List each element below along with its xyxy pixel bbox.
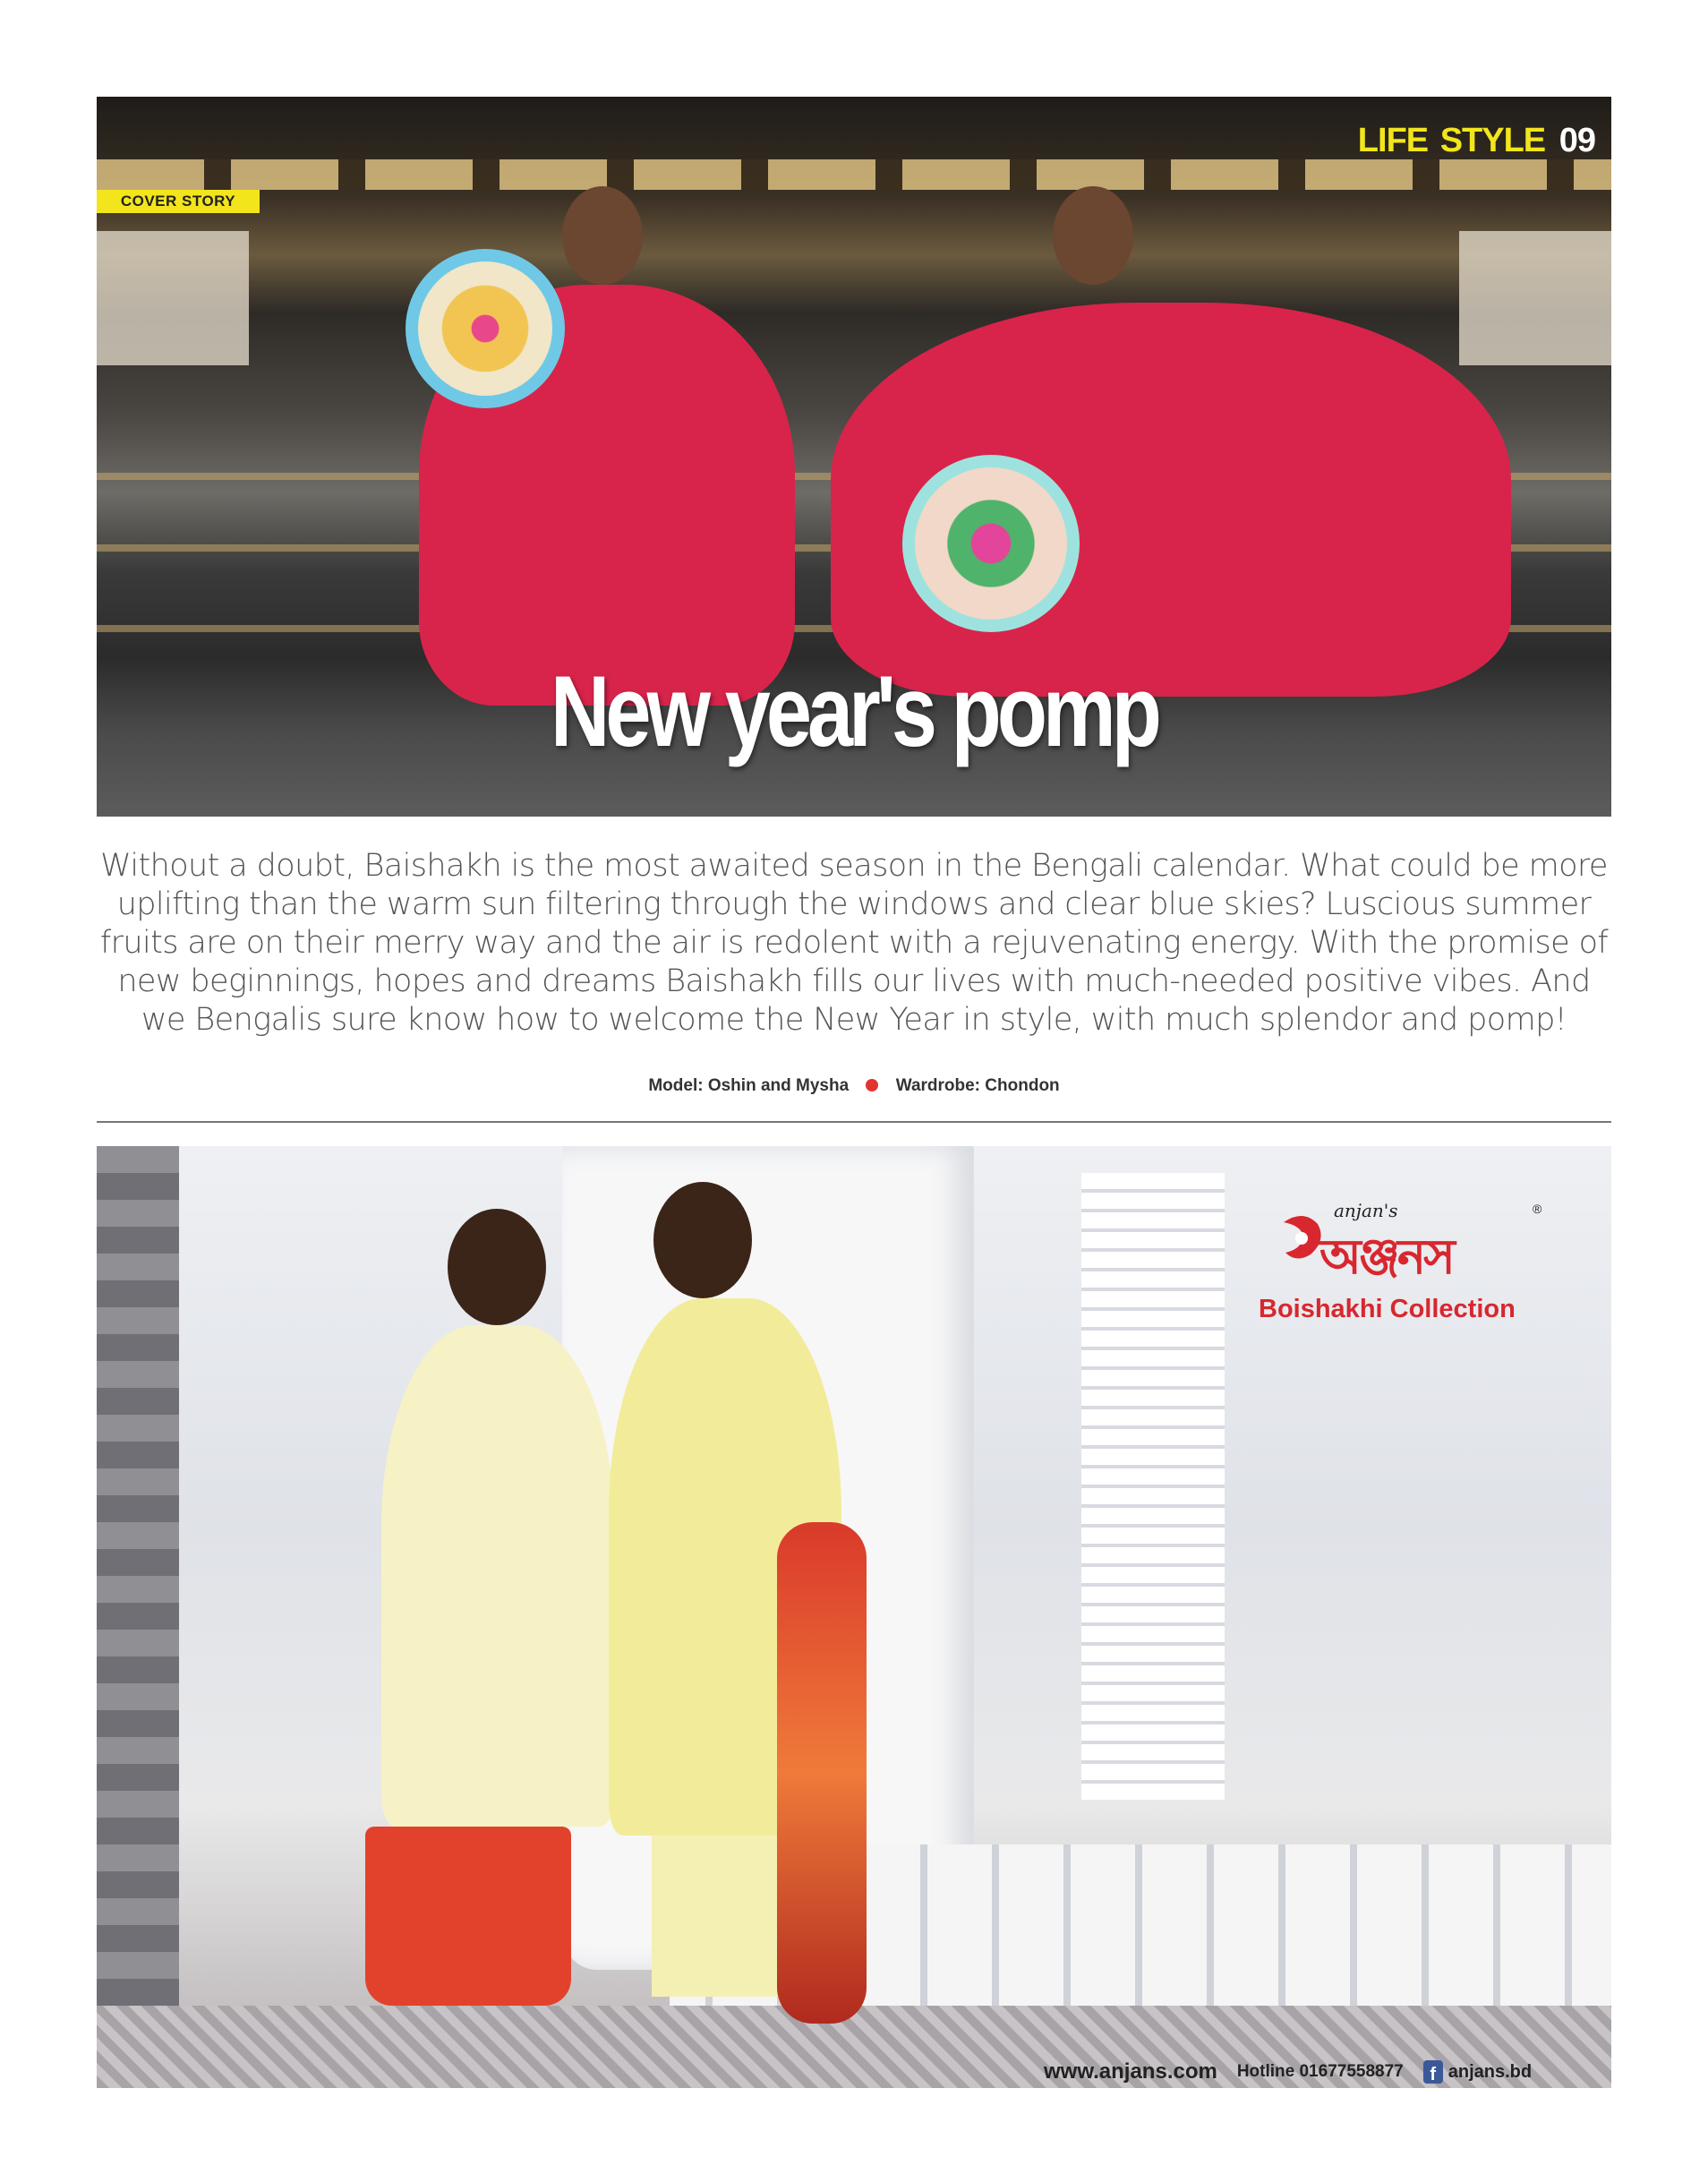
masthead: [1358, 122, 1595, 160]
model-a-head: [448, 1209, 546, 1325]
model-left-head: [562, 186, 643, 285]
hotline: Hotline 01677558877: [1236, 2062, 1404, 2081]
facebook-icon: f: [1423, 2060, 1443, 2084]
model-right-head: [1053, 186, 1133, 285]
separator-dot: [866, 1079, 878, 1091]
photo-credits: [0, 1076, 1708, 1096]
headline: New year's pomp: [551, 655, 1157, 767]
ad-footer: [1044, 2059, 1532, 2084]
carved-door: [97, 1146, 179, 2024]
masthead-life: LIFE: [1357, 122, 1429, 159]
website-link[interactable]: www.anjans.com: [1044, 2059, 1217, 2084]
model-b-dupatta: [777, 1522, 867, 2024]
brand-name: অঞ্জনস: [1319, 1228, 1453, 1285]
page-number: 09: [1559, 122, 1595, 159]
credit-wardrobe: Wardrobe: Chondon: [895, 1076, 1060, 1095]
photo-pillar-right: [1459, 231, 1611, 365]
window-shutter: [1081, 1173, 1225, 1800]
facebook-handle: anjans.bd: [1448, 2061, 1533, 2082]
photo-pillar-left: [97, 231, 249, 365]
masthead-style: STYLE: [1439, 122, 1546, 159]
credit-models: Model: Oshin and Mysha: [648, 1076, 850, 1095]
photo-light-row: [97, 159, 1611, 190]
hand-fan-right: [902, 455, 1080, 632]
brand-script: anjan's: [1334, 1200, 1398, 1221]
collection-title: Boishakhi Collection: [1259, 1295, 1516, 1323]
model-a-pants: [365, 1827, 571, 2006]
intro-paragraph: Without a doubt, Baishakh is the most awaited season in the Bengali calendar. What could be more uplifting than the warm sun filtering through the windows and clear blue skies? Luscious summer fruits are on their merry way and the air is redolent with a rejuvenating energy. With the promise of new beginnings, hopes and dreams Baishakh fills our lives with much-needed positive vibes. And we Bengalis sure know how to welcome the New Year in style, with much splendor and pomp!: [99, 848, 1609, 1038]
model-b-head: [653, 1182, 752, 1298]
registered-mark: ®: [1533, 1202, 1542, 1216]
facebook-link[interactable]: [1423, 2060, 1532, 2084]
section-tag: COVER STORY: [97, 190, 260, 213]
model-a-kameez: [381, 1325, 614, 1827]
hand-fan-left: [406, 249, 565, 408]
divider: [97, 1121, 1611, 1123]
model-b-pants: [652, 1836, 786, 1997]
